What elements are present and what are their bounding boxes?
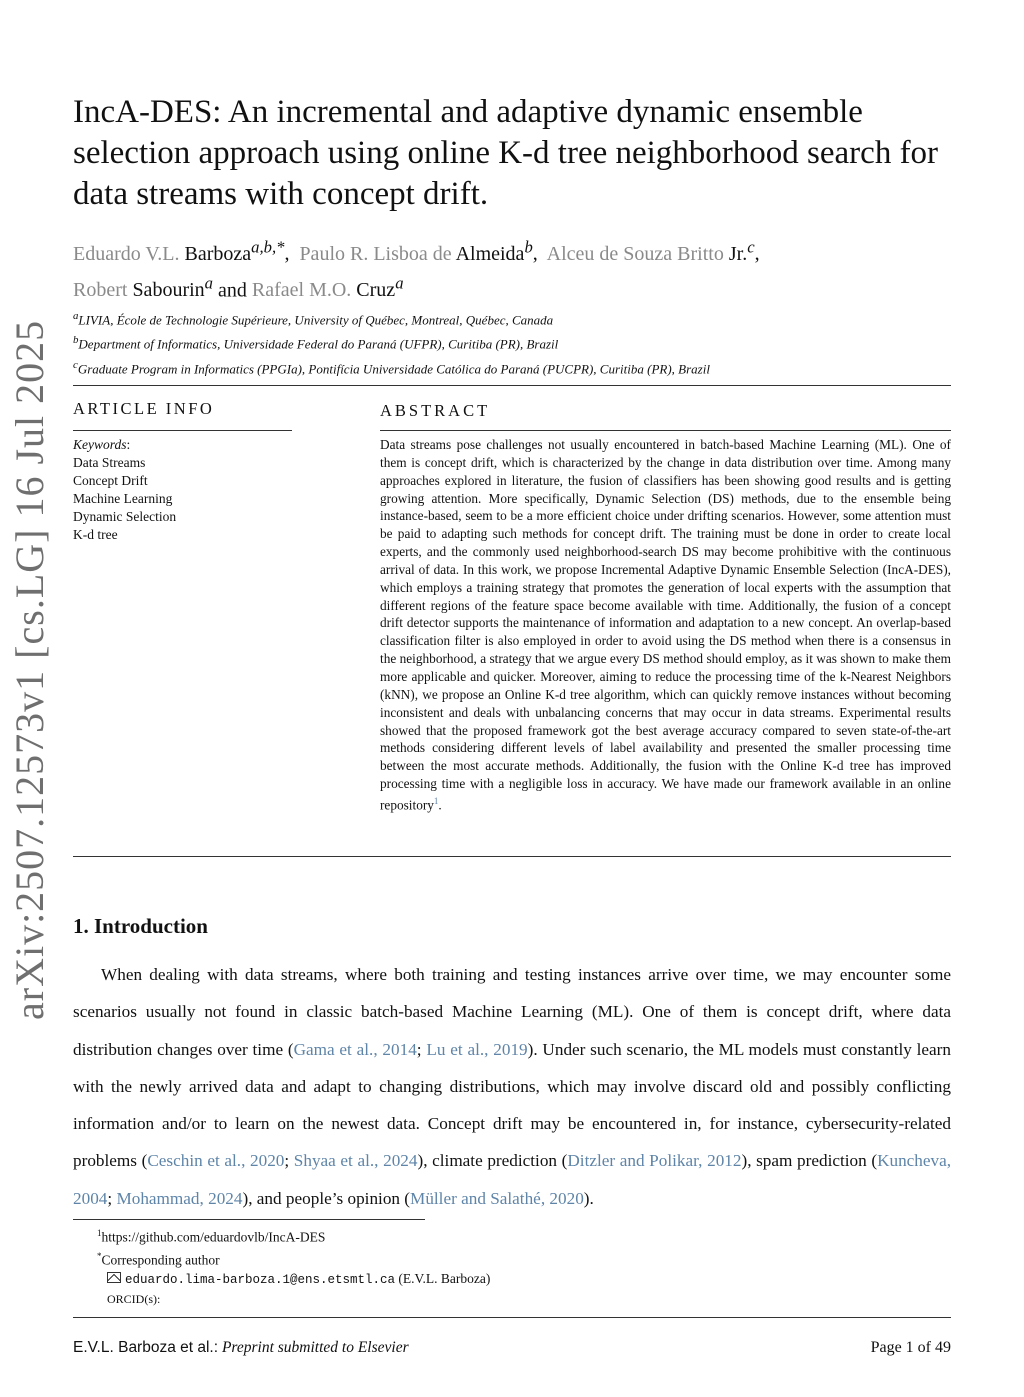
author: Robert Sabourin$^a$ [73, 273, 213, 302]
affiliation: $^c$Graduate Program in Informatics (PPGIa), Pontifícia Universidade Católica do Paraná (PUCPR), Curitiba (PR), Brazil [73, 358, 710, 376]
affiliations [73, 306, 953, 379]
affiliation: $^b$Department of Informatics, Universidade Federal do Paraná (UFPR), Curitiba (PR), Brazil [73, 334, 559, 352]
article-info-divider [73, 430, 292, 431]
corresponding-author-note: *Corresponding author [97, 1250, 220, 1267]
keyword: Concept Drift [73, 473, 148, 488]
header-divider [73, 385, 951, 386]
keywords-label: Keywords [73, 437, 127, 452]
footnote-url[interactable]: $^1$https://github.com/eduardovlb/IncA-DES [97, 1228, 326, 1245]
orcid-line: ORCID(s): [107, 1292, 161, 1306]
citation-link[interactable]: Shyaa et al., 2024 [293, 1151, 418, 1171]
paper-title: IncA-DES: An incremental and adaptive dynamic ensemble selection approach using online K-d tree neighborhood search for data streams with concept drift. [73, 94, 939, 212]
affiliation: $^a$LIVIA, École de Technologie Supérieure, University of Québec, Montreal, Québec, Canada [73, 310, 554, 328]
article-info-heading: ARTICLE INFO [73, 399, 215, 418]
citation-link[interactable]: Müller and Salathé, 2020 [410, 1188, 584, 1208]
keyword: K-d tree [73, 527, 118, 542]
footnote-divider [73, 1219, 425, 1220]
arxiv-stamp: arXiv:2507.12573v1 [cs.LG] 16 Jul 2025 [7, 319, 52, 1020]
abstract-bottom-divider [73, 856, 951, 857]
citation-link[interactable]: Gama et al., 2014 [293, 1039, 417, 1059]
keyword: Dynamic Selection [73, 509, 177, 524]
email-link[interactable]: eduardo.lima-barboza.1@ens.etsmtl.ca [125, 1273, 396, 1287]
footer-divider [73, 1317, 951, 1318]
page-number: Page 1 of 49 [870, 1339, 951, 1356]
footnote-ref[interactable]: 1 [433, 795, 439, 806]
abstract-divider [380, 430, 951, 431]
section-heading-introduction: 1. Introduction [73, 914, 208, 938]
author: Eduardo V.L. Barboza$^{a,b,*}$ [73, 237, 285, 265]
citation-link[interactable]: Ditzler and Polikar, 2012 [567, 1151, 742, 1171]
citation-link[interactable]: Mohammad, 2024 [116, 1188, 243, 1208]
author: Alceu de Souza Britto Jr.$^c$ [546, 237, 755, 265]
keywords-block: Keywords: Data Streams Concept Drift Machine Learning Dynamic Selection K-d tree [73, 437, 177, 542]
citation-link[interactable]: Kuncheva, 2004 [73, 1151, 952, 1208]
introduction-paragraph: When dealing with data streams, where both training and testing instances arrive over time, we may encounter some scenarios usually not found in classic batch-based Machine Learning (ML). One of them is concept drift, where data distribution changes over time (Gama et al., 2014; Lu et al., 2019). Under such scenario, the ML models must constantly learn with the newly arrived data and adapt to changing distributions, which may involve discard old and possibly conflicting information and/or to learn on the newest data. Concept drift may be encountered in, for instance, cybersecurity-related problems (Ceschin et al., 2020; Shyaa et al., 2024), climate prediction (Ditzler and Polikar, 2012), spam prediction (Kuncheva, 2004; Mohammad, 2024), and people’s opinion (Müller and Salathé, 2020). [73, 965, 952, 1208]
envelope-icon [107, 1272, 121, 1283]
running-footer: E.V.L. Barboza et al.: Preprint submitted to Elsevier [73, 1339, 409, 1356]
footnotes [97, 1224, 490, 1309]
keyword: Data Streams [73, 455, 146, 470]
abstract-heading: ABSTRACT [380, 401, 491, 420]
citation-link[interactable]: Ceschin et al., 2020 [147, 1151, 285, 1171]
author: Rafael M.O. Cruz$^a$ [251, 273, 404, 302]
author: Paulo R. Lisboa de Almeida$^b$ [299, 237, 533, 265]
abstract-body: Data streams pose challenges not usually encountered in batch-based Machine Learning (ML). One of them is concept drift, which is characterized by the change in data distribution over time. Among many approaches explored in literature, the fusion of classifiers has been showing good results and is getting growing attention. More specifically, Dynamic Selection (DS) methods, due to the ensemble being instance-based, seem to be a more efficient choice under drifting scenarios. However, some attention must be paid to adapting such methods for concept drift. The training must be done in order to create local experts, and the commonly used neighborhood-search DS may become prohibitive with the continuous arrival of data. In this work, we propose Incremental Adaptive Dynamic Ensemble Selection (IncA-DES), which employs a training strategy that promotes the generation of local experts with the assumption that different regions of the feature space become available with time. Additionally, the fusion of a concept drift detector supports the maintenance of information and adaptation to a new concept. An overlap-based classification filter is also employed in order to avoid using the DS method when there is a consensus in the neighborhood, a strategy that we argue every DS method should employ, as it was shown to make them more applicable and quicker. Moreover, aiming to reduce the processing time of the k-Nearest Neighbors (kNN), we propose an Online K-d tree algorithm, which can quickly remove instances without becoming inconsistent and deals with unbalancing concerns that may occur in data streams. Experimental results showed that the proposed framework got the best average accuracy compared to seven state-of-the-art methods considering different levels of label availability and presented the smaller processing time between the most accurate methods. Additionally, the fusion with the Online K-d tree has improved processing time with a negligible loss in accuracy. We have made our framework available in an online repository$^1$. [380, 437, 951, 813]
citation-link[interactable]: Lu et al., 2019 [426, 1039, 528, 1059]
email-line: eduardo.lima-barboza.1@ens.etsmtl.ca (E.V.L. Barboza) [97, 1269, 490, 1290]
keyword: Machine Learning [73, 491, 173, 506]
author-list: Eduardo V.L. Barboza$^{a,b,*}$, Paulo R. Lisboa de Almeida$^b$, Alceu de Souza Britto Jr.$^c$, Robert Sabourin$^a$ and Rafael M.O. Cruz$^a$ [73, 237, 760, 302]
